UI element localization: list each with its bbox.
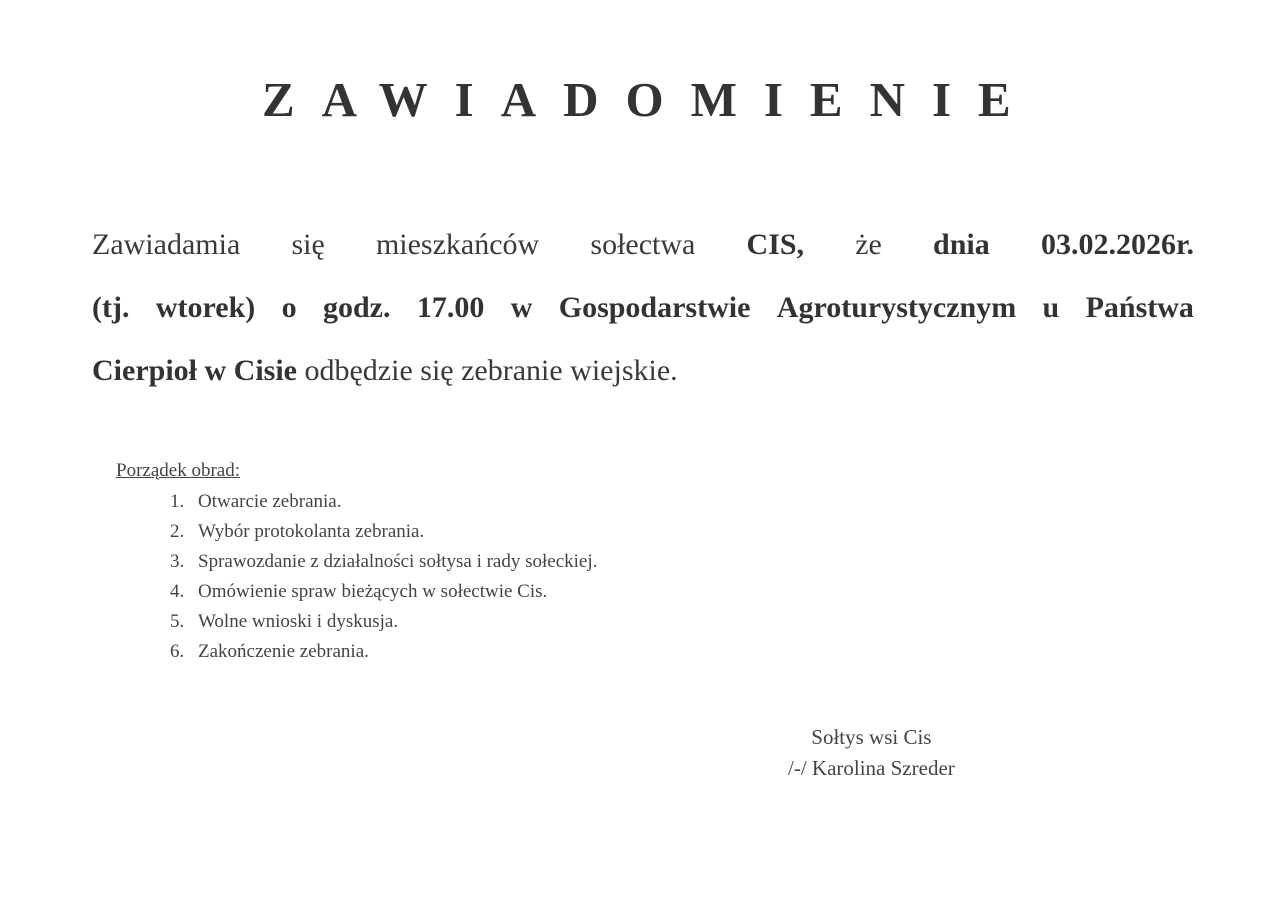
word: w xyxy=(510,291,533,324)
word: (tj. xyxy=(92,291,130,324)
agenda-heading: Porządek obrad: xyxy=(116,460,240,481)
announcement-paragraph xyxy=(92,213,1194,402)
agenda-item-number: 1. xyxy=(170,491,185,512)
agenda-item-text: Zakończenie zebrania. xyxy=(198,641,369,662)
agenda-item-number: 4. xyxy=(170,581,185,602)
word: Państwa xyxy=(1085,291,1194,324)
word: że xyxy=(855,228,882,261)
agenda-item-number: 5. xyxy=(170,611,185,632)
word: 17.00 xyxy=(416,291,485,324)
word: o xyxy=(281,291,297,324)
word: mieszkańców xyxy=(375,228,540,261)
agenda-item-number: 2. xyxy=(170,521,185,542)
agenda-item xyxy=(170,607,597,637)
agenda-item-text: Otwarcie zebrania. xyxy=(198,491,342,512)
village-name: CIS, xyxy=(746,228,805,261)
word: Agroturystycznym xyxy=(776,291,1017,324)
meeting-date: 03.02.2026r. xyxy=(1040,228,1194,261)
agenda-item xyxy=(170,637,597,667)
paragraph-line-1 xyxy=(92,213,1194,276)
agenda-item xyxy=(170,517,597,547)
agenda-item xyxy=(170,487,597,517)
agenda-list xyxy=(170,487,597,667)
agenda-item-number: 3. xyxy=(170,551,185,572)
signature-block xyxy=(788,722,955,784)
word: się xyxy=(291,228,325,261)
document-title: ZAWIADOMIENIE xyxy=(262,72,1038,127)
word: u xyxy=(1042,291,1060,324)
signature-role: Sołtys wsi Cis xyxy=(811,725,932,749)
paragraph-text: odbędzie się zebranie wiejskie. xyxy=(296,354,678,387)
word: sołectwa xyxy=(590,228,696,261)
paragraph-line-3 xyxy=(92,339,1194,402)
word: godz. xyxy=(322,291,391,324)
agenda-item xyxy=(170,547,597,577)
agenda-item xyxy=(170,577,597,607)
word: wtorek) xyxy=(155,291,256,324)
agenda-item-number: 6. xyxy=(170,641,185,662)
word: Zawiadamia xyxy=(92,228,241,261)
agenda-item-text: Omówienie spraw bieżących w sołectwie Cis. xyxy=(198,581,548,602)
agenda-item-text: Wybór protokolanta zebrania. xyxy=(198,521,425,542)
meeting-location: Cierpioł w Cisie xyxy=(92,354,297,387)
agenda-item-text: Sprawozdanie z działalności sołtysa i rady sołeckiej. xyxy=(198,551,598,572)
paragraph-line-2 xyxy=(92,276,1194,339)
agenda-item-text: Wolne wnioski i dyskusja. xyxy=(198,611,399,632)
word: Gospodarstwie xyxy=(558,291,751,324)
signature-name: /-/ Karolina Szreder xyxy=(788,756,955,780)
word: dnia xyxy=(933,228,990,261)
